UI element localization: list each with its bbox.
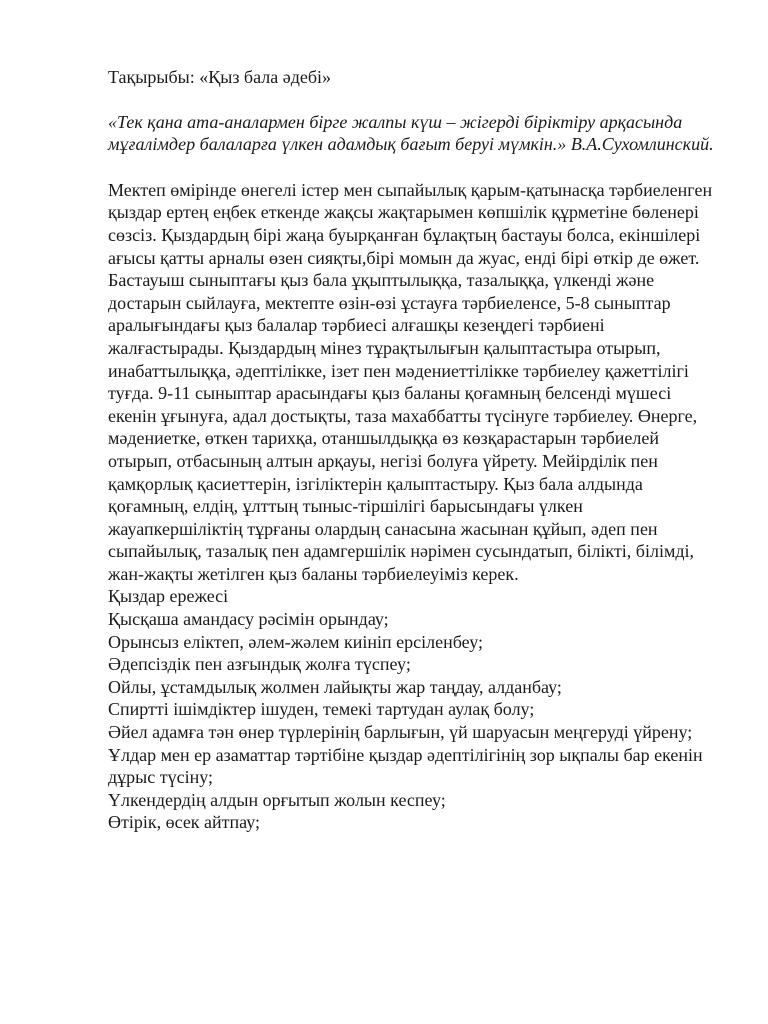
rule-item: Орынсыз еліктеп, әлем-жәлем киініп ерсіленбеу;	[108, 631, 483, 652]
rule-item: Өтірік, өсек айтпау;	[108, 812, 261, 833]
rule-item: Үлкендердің алдын орғытып жолын кеспеу;	[108, 789, 446, 810]
rule-item: Әйел адамға тән өнер түрлерінің барлығын, үй шаруасын меңгеруді үйрену;	[108, 722, 693, 743]
epigraph-quote: «Тек қана ата-аналармен бірге жалпы күш – жігерді біріктіру арқасында мұғалімдер балаларға үлкен адамдық бағыт беруі мүмкін.»	[108, 111, 683, 155]
document-title: Тақырыбы: «Қыз бала әдебі»	[108, 67, 332, 87]
rule-item: Ойлы, ұстамдылық жолмен лайықты жар таңдау, алданбау;	[108, 676, 562, 697]
rule-item: Спиртті ішімдіктер ішуден, темекі тартудан аулақ болу;	[108, 699, 535, 720]
rule-item: Ұлдар мен ер азаматтар тәртібіне қыздар әдептілігінің зор ықпалы бар екенін дұрыс түсіну;	[108, 744, 703, 788]
rules-heading: Қыздар ережесі	[108, 586, 229, 607]
epigraph-author: В.А.Сухомлинский.	[570, 134, 714, 155]
rule-item: Әдепсіздік пен азғындық жолға түспеу;	[108, 654, 411, 675]
epigraph	[108, 111, 722, 156]
rule-item: Қысқаша амандасу рәсімін орындау;	[108, 609, 389, 630]
body-paragraph: Мектеп өмірінде өнегелі істер мен сыпайылық қарым-қатынасқа тәрбиеленген қыздар ертең еңбек еткенде жақсы жақтарымен көпшілік құрметіне бөленері сөзсіз. Қыздардың бірі жаңа буырқанған бұлақтың бастауы болса, екіншілері ағысы қатты арналы өзен сияқты,бірі момын да жуас, енді бірі өткір де өжет. Бастауыш сыныптағы қыз бала ұқыптылыққа, тазалыққа, үлкенді және достарын сыйлауға, мектепте өзін-өзі ұстауға тәрбиеленсе, 5-8 сыныптар аралығындағы қыз балалар тәрбиесі алғашқы кезеңдегі тәрбиені жалғастырады. Қыздардың мінез тұрақтылығын қалыптастыра отырып, инабаттылыққа, әдептілікке, ізет пен мәдениеттілікке тәрбиелеу қажеттілігі туғда. 9-11 сыныптар арасындағы қыз баланы қоғамның белсенді мүшесі екенін ұғынуға, адал достықты, таза махаббатты түсінуге тәрбиелеу. Өнерге, мәдениетке, өткен тарихқа, отаншылдыққа өз көзқарастарын тәрбиелей отырып, отбасының алтын арқауы, негізі болуға үйрету. Мейірділік пен қамқорлық қасиеттерін, ізгіліктерін қалыптастыру. Қыз бала алдында қоғамның, елдің, ұлттың тыныс-тіршілігі барысындағы үлкен жауапкершіліктің тұрғаны олардың санасына жасынан құйып, әдеп пен сыпайылық, тазалық пен адамгершілік нәрімен сусындатып, білікті, білімді, жан-жақты жетілген қыз баланы тәрбиелеуіміз керек.	[108, 179, 713, 584]
rules-list	[108, 608, 722, 834]
document-page	[108, 66, 722, 834]
